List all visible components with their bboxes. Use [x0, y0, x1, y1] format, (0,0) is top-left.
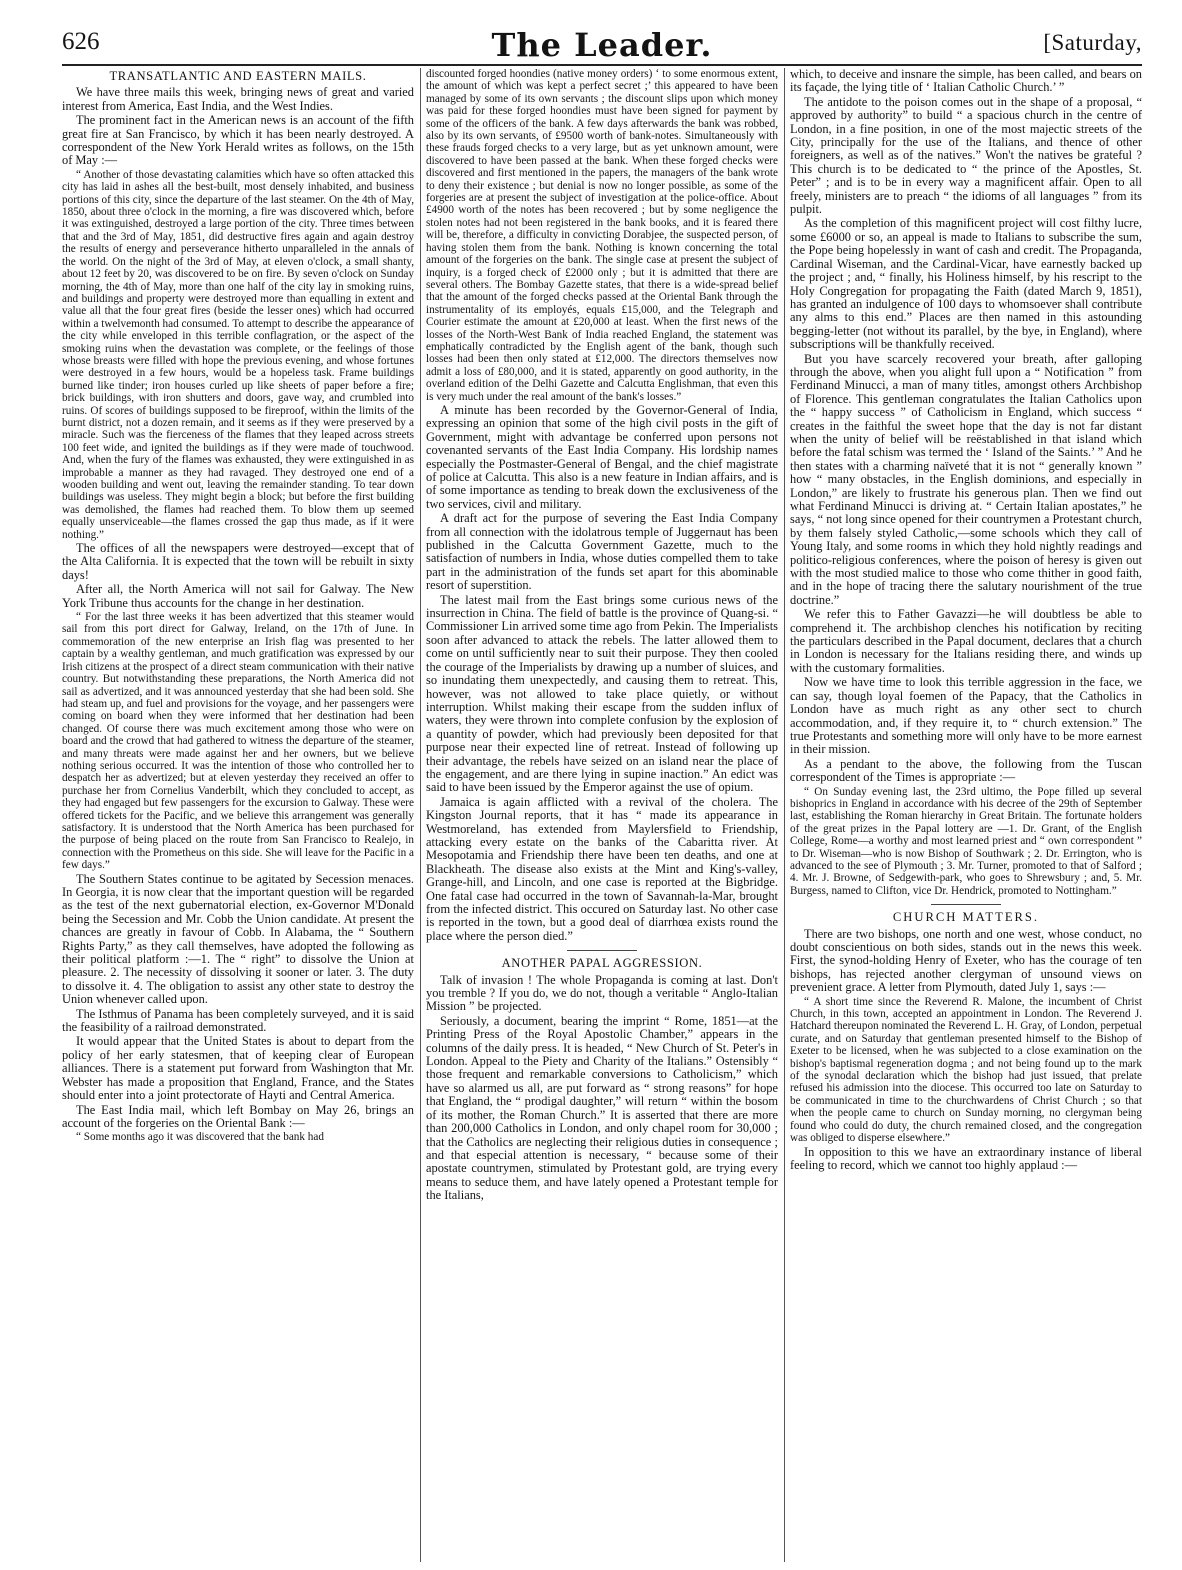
- quoted-paragraph: “ A short time since the Reverend R. Malone, the incumbent of Christ Church, in this town, accepted an appointment in London. The Reverend J. Hatchard thereupon nominated the Reverend L. H. Gray, of London, perpetual curate, and on Saturday that gentleman presented himself to the Bishop of Exeter to be licensed, when he was subjected to a close examination on the bishop's baptismal regeneration dogma ; and not being found up to the mark of the synodal declaration which the bishop had just issued, that prelate refused his admission into the diocese. This occurred too late on Saturday to be communicated in time to the churchwardens of Christ Church ; so that when the people came to church on Sunday morning, no clergyman being found who could do duty, the church remained closed, and the congregation was obliged to disperse elsewhere.”: [790, 995, 1142, 1145]
- column-2: [426, 68, 778, 1562]
- paragraph: But you have scarcely recovered your breath, after galloping through the above, when you alight full upon a “ Notification ” from Ferdinand Minucci, a man of many titles, amongst others Archbishop of Florence. This gentleman congratulates the Italian Catholics upon the “ happy success ” of Catholicism in England, which success “ creates in the faithful the sweet hope that the day is not far distant when the unity of belief will be reëstablished in that island which before the fatal schism was termed the ‘ Island of the Saints.’ ” And he then states with a charming naïveté that it is not “ generally known ” how “ many obstacles, in the English dominions, and especially in London,” are likely to frustrate his generous plan. Then we find out what Ferdinand Minucci is driving at. “ Certain Italian apostates,” he says, “ not long since opened for their countrymen a Protestant church, by them falsely styled Catholic,—some schools which they call of Young Italy, and some rooms in which they hold nightly readings and politico-religious conferences, where the poison of heresy is given out with the most studied malice to those who come thither in good faith, and in the hope of tracing there the salutary nourishment of the true doctrine.”: [790, 351, 1142, 607]
- column-divider: [784, 68, 785, 1562]
- paragraph: The East India mail, which left Bombay on May 26, brings an account of the forgeries on the Oriental Bank :—: [62, 1102, 414, 1130]
- paragraph: We have three mails this week, bringing news of great and varied interest from America, East India, and the West Indies.: [62, 85, 414, 113]
- header-rule: [62, 64, 1142, 66]
- paragraph: It would appear that the United States is about to depart from the policy of her early statesmen, that of keeping clear of European alliances. There is a statement put forward from Washington that Mr. Webster has made a proposition that England, France, and the States should enter into a joint protectorate of Hayti and Central America.: [62, 1034, 414, 1103]
- section-rule: [931, 904, 1001, 905]
- column-1: [62, 68, 414, 1562]
- paragraph: The Southern States continue to be agitated by Secession menaces. In Georgia, it is now clear that the important question will be regarded as the test of the next gubernatorial election, ex-Governor M'Donald being the Secession and Mr. Cobb the Union candidate. At present the chances are greatly in favour of Cobb. In Alabama, the “ Southern Rights Party,” as they call themselves, have adopted the following as their political platform :—1. The “ right” to dissolve the Union at pleasure. 2. The necessity of dissolving it sooner or later. 3. The duty to dissolve it. 4. The obligation to assist any other state to destroy the Union whenever called upon.: [62, 871, 414, 1007]
- article-heading: TRANSATLANTIC AND EASTERN MAILS.: [109, 69, 367, 83]
- paragraph: The offices of all the newspapers were destroyed—except that of the Alta California. It is expected that the town will be rebuilt in sixty days!: [62, 541, 414, 582]
- section-rule: [567, 950, 637, 951]
- paragraph: After all, the North America will not sail for Galway. The New York Tribune thus accounts for the change in her destination.: [62, 582, 414, 610]
- paragraph: There are two bishops, one north and one west, whose conduct, no doubt conscientious on both sides, stands out in the news this week. First, the synod-holding Henry of Exeter, who has the courage of ten bishops, has rejected another clergyman of unsound views on prevenient grace. A letter from Plymouth, dated July 1, says :—: [790, 926, 1142, 995]
- paragraph: which, to deceive and insnare the simple, has been called, and bears on its façade, the lying title of ‘ Italian Catholic Church.’ ”: [790, 68, 1142, 95]
- article-heading: CHURCH MATTERS.: [892, 910, 1040, 925]
- paragraph: The latest mail from the East brings some curious news of the insurrection in China. The field of battle is the province of Quang-si. “ Commissioner Lin arrived some time ago from Pekin. The Imperialists soon after advanced to attack the rebels. The latter allowed them to come on until sufficiently near to suit their purpose. They then cooled the courage of the Imperialists by drawing up a number of sluices, and so inundating them unexpectedly, and causing them to retreat. This, however, was not allowed to take place quietly, or without interruption. Whilst making their escape from the sudden influx of waters, they were thrown into complete confusion by the explosion of a quantity of powder, which had previously been deposited for that purpose near their expected line of retreat. Instead of following up their advantage, the rebels have seized on an island near the place of the engagement, and are there lying in supine inaction.” An edict was said to have been issued by the Emperor against the use of opium.: [426, 592, 778, 795]
- quoted-paragraph: discounted forged hoondies (native money orders) ‘ to some enormous extent, the amount of which was kept a perfect secret ;’ this appeared to have been managed by some of its own servants ; the discount slips upon which money was paid for these forged hoondies must have been signed for payment by some of the officers of the bank. A few days afterwards the bank was robbed, also by its own servants, of £9500 worth of bank-notes. Simultaneously with these frauds forged checks to a very large, but as yet unknown amount, were discovered to have been passed at the bank. When these forged checks were discovered and first mentioned in the papers, the managers of the bank wrote to deny their existence ; but denial is now no longer possible, as some of the forgeries are at present the subject of investigation at the police-office. About £4900 worth of the notes has been recovered ; but by some negligence the stolen notes had not been registered in the bank books, and it is feared there will be, therefore, a difficulty in convicting Dorabjee, the suspected person, of having stolen them from the bank. Nothing is known concerning the total amount of the forgeries on the bank. The single case at present the subject of inquiry, is a forged check of £2000 only ; but it is admitted that there are several others. The Bombay Gazette states, that there is a wide-spread belief that the amount of the forged checks passed at the Oriental Bank through the instrumentality of its employés, equals £15,000, and the Telegraph and Courier estimate the amount at £20,000 at least. When the first news of the losses of the North-West Bank of India reached England, the statement was emphatically contradicted by the English agent of the bank, though such losses had been then only stated at £12,000. The directors themselves now admit a loss of £80,000, and it is stated, apparently on good authority, in the overland edition of the Delhi Gazette and Calcutta Englishman, that even this is very much under the real amount of the bank's losses.”: [426, 68, 778, 403]
- page-header: [62, 26, 1142, 66]
- paragraph: In opposition to this we have an extraordinary instance of liberal feeling to record, which we cannot too highly applaud :—: [790, 1144, 1142, 1172]
- paragraph: Talk of invasion ! The whole Propaganda is coming at last. Don't you tremble ? If you do, we do not, though a veritable “ Anglo-Italian Mission ” be projected.: [426, 972, 778, 1014]
- paragraph: The Isthmus of Panama has been completely surveyed, and it is said the feasibility of a railroad demonstrated.: [62, 1006, 414, 1035]
- quoted-paragraph: “ Some months ago it was discovered that the bank had: [76, 1131, 324, 1144]
- page-number: 626: [62, 28, 100, 55]
- column-divider: [420, 68, 421, 1562]
- paragraph: As the completion of this magnificent project will cost filthy lucre, some £6000 or so, an appeal is made to Italians to subscribe the sum, the Pope being hopelessly in want of cash and credit. The Propaganda, Cardinal Wiseman, and the Cardinal-Vicar, have earnestly backed up the project ; and, “ finally, his Holiness himself, by his rescript to the Holy Congregation for propagating the Faith (dated March 9, 1851), has granted an indulgence of 100 days to whomsoever shall contribute any alms to this end.” Places are then named in this astounding begging-letter (not without its parallel, by the bye, in England), where subscriptions will be thankfully received.: [790, 216, 1142, 352]
- issue-day: [Saturday,: [1043, 30, 1142, 55]
- paragraph: A draft act for the purpose of severing the East India Company from all connection with the idolatrous temple of Juggernaut has been published in the Calcutta Government Gazette, much to the satisfaction of numbers in India, whose duties compelled them to take part in the administration of the funds set apart for this abominable resort of superstition.: [426, 511, 778, 593]
- paragraph: The prominent fact in the American news is an account of the fifth great fire at San Francisco, by which it has been nearly destroyed. A correspondent of the New York Herald writes as follows, on the 15th of May :—: [62, 113, 414, 168]
- quoted-paragraph: “ Another of those devastating calamities which have so often attacked this city has laid in ashes all the best-built, most densely inhabited, and business portions of this city, since the departure of the last steamer. On the 4th of May, 1850, about three o'clock in the morning, a fire was discovered which, before it was extinguished, destroyed a large portion of the city. Three times between that and the 3rd of May, 1851, did destructive fires again and again destroy the results of energy and perseverance hitherto unparalleled in the annals of the world. On the night of the 3rd of May, at eleven o'clock, a small shanty, about 12 feet by 20, was discovered to be on fire. By seven o'clock on Sunday morning, the 4th of May, more than one half of the city lay in smoking ruins, and buildings and property were destroyed more than equalling in extent and value all that the four great fires (beside the lesser ones) which had occurred within a twelvemonth had consumed. To attempt to describe the appearance of the city while enveloped in this terrible conflagration, or the aspect of the smoking ruins when the devastation was complete, or the feelings of those whose breasts were filled with hope the previous evening, and whose fortunes were destroyed in a few hours, would be a hopeless task. Frame buildings burned like tinder; iron houses curled up like sheets of paper before a fire; brick buildings, with iron shutters and doors, gave way, and crumbled into ruins. Of scores of buildings supposed to be fireproof, within the limits of the burnt district, not a dozen remain, and it seems as if they were preserved by a miracle. Such was the fierceness of the flames that they leaped across streets 100 feet wide, and ignited the buildings as if they were made of touchwood. And, when the fury of the flames was exhausted, they were extinguished in as improbable a manner as they had ravaged. They destroyed one end of a wooden building and went out, leaving the remainder standing. To tear down buildings was useless. They might begin a block; but before the first building was demolished, the flames had reached them. To blow them up seemed equally unserviceable—the flames crossed the gap thus made, as if it were nothing.”: [62, 168, 414, 541]
- paragraph: Jamaica is again afflicted with a revival of the cholera. The Kingston Journal reports, that it has “ made its appearance in Westmoreland, has extended from Maylersfield to Friendship, attacking every estate on the banks of the Cabaritta river. At Mesopotamia and Friendship there have been ten deaths, and one at Blackheath. The disease also exists at the Mint and King's-valley, Grange-hill, and Lincoln, and one case is reported at the Bigbridge. One fatal case had occurred in the town of Savannah-la-Mar, brought from the infected district. This occured on Saturday last. No other case is reported in the town, but a good deal of diarrhœa exists round the place where the person died.”: [426, 794, 778, 943]
- paragraph: The antidote to the poison comes out in the shape of a proposal, “ approved by authority” to build “ a spacious church in the centre of London, in a fine position, in one of the most majectic streets of the City, principally for the use of the Italians, and thence of other foreigners, as well as of the natives.” Won't the natives be grateful ? This church is to be dedicated to “ the prince of the Apostles, St. Peter” ; and is to be in every way a magnificent affair. Open to all freely, ministers are to preach “ the idioms of all languages ” from its pulpit.: [790, 94, 1142, 217]
- paragraph: We refer this to Father Gavazzi—he will doubtless be able to comprehend it. The archbishop clenches his notification by reciting the particulars described in the Papal document, declares that a church in London is necessary for the Italians residing there, and winds up with the customary formalities.: [790, 607, 1142, 675]
- paragraph: Seriously, a document, bearing the imprint “ Rome, 1851—at the Printing Press of the Royal Apostolic Chamber,” appears in the columns of the daily press. It is headed, “ New Church of St. Peter's in London. Appeal to the Piety and Charity of the Italians.” Ostensibly “ those frequent and remarkable conversions to Catholicism,” which have so alarmed us all, are put forward as “ strong reasons” for hope that England, the “ prodigal daughter,” will return “ within the bosom of its mother, the Roman Church.” It is asserted that there are more than 200,000 Catholics in London, and only chapel room for 30,000 ; that the Catholics are neglecting their religious duties in consequence ; and that especial attention is necessary, “ because some of their apostate countrymen, stimulated by Protestant gold, are trying every means to seduce them, and have lately opened a Protestant temple for the Italians,: [426, 1013, 778, 1203]
- quoted-paragraph: “ For the last three weeks it has been advertized that this steamer would sail from this port direct for Galway, Ireland, on the 17th of June. In commemoration of the new enterprise an Irish flag was presented to her captain by a wealthy gentleman, and much gratification was expressed by our Irish citizens at the prospect of a direct steam communication with their native country. But notwithstanding these preparations, the North America did not sail as advertized, and it was announced yesterday that she had been sold. She had steam up, and fuel and provisions for the voyage, and her passengers were coming on board when they were informed that her destination had been changed. Of course there was much excitement among those who were on board and the crowd that had gathered to witness the departure of the steamer, and many threats were made against her and her owners, but we believe nothing serious occurred. It was the intention of those who controlled her to despatch her as advertized; but at eleven yesterday they received an offer to purchase her from Cornelius Vanderbilt, which they concluded to accept, as they had engaged but few passengers for the excursion to Galway. These were offered tickets for the Pacific, and we believe this arrangement was generally satisfactory. It is understood that the North America has been purchased for the purpose of being placed on the route from San Francisco to Realejo, in connection with the Prometheus on this side. She will leave for the Pacific in a few days.”: [62, 611, 414, 872]
- quoted-paragraph: “ On Sunday evening last, the 23rd ultimo, the Pope filled up several bishoprics in England in accordance with his decree of the 29th of September last, establishing the Roman hierarchy in Great Britain. The fortunate holders of the great prizes in the Papal lottery are —1. Dr. Grant, of the English College, Rome—a worthy and most learned priest and “ own correspondent ” to Dr. Wiseman—who is now Bishop of Southwark ; 2. Dr. Errington, who is advanced to the see of Plymouth ; 3. Mr. Turner, promoted to that of Salford ; 4. Mr. J. Browne, of Sedgewith-park, who goes to Shrewsbury ; and, 5. Mr. Burgess, named to Clifton, vice Dr. Hendrick, promoted to Nottingham.”: [790, 785, 1142, 897]
- paragraph: Now we have time to look this terrible aggression in the face, we can say, though loyal foemen of the Papacy, that the Catholics in London have as much right as any other sect to church accommodation, and, if they require it, to “ church extension.” The true Protestants and something more will only have to be more earnest in their mission.: [790, 675, 1142, 757]
- paragraph: A minute has been recorded by the Governor-General of India, expressing an opinion that some of the high civil posts in the gift of Government, might with advantage be conferred upon persons not covenanted servants of the East India Company. His lordship names especially the Postmaster-General of Bengal, and the chief magistrate of police at Calcutta. This also is a new feature in Indian affairs, and is of some importance as tending to break down the exclusiveness of the two services, civil and military.: [426, 402, 778, 511]
- article-heading: ANOTHER PAPAL AGGRESSION.: [501, 956, 703, 971]
- paragraph: As a pendant to the above, the following from the Tuscan correspondent of the Times is appropriate :—: [790, 756, 1142, 785]
- masthead-title: The Leader.: [491, 26, 713, 64]
- column-3: [790, 68, 1142, 1562]
